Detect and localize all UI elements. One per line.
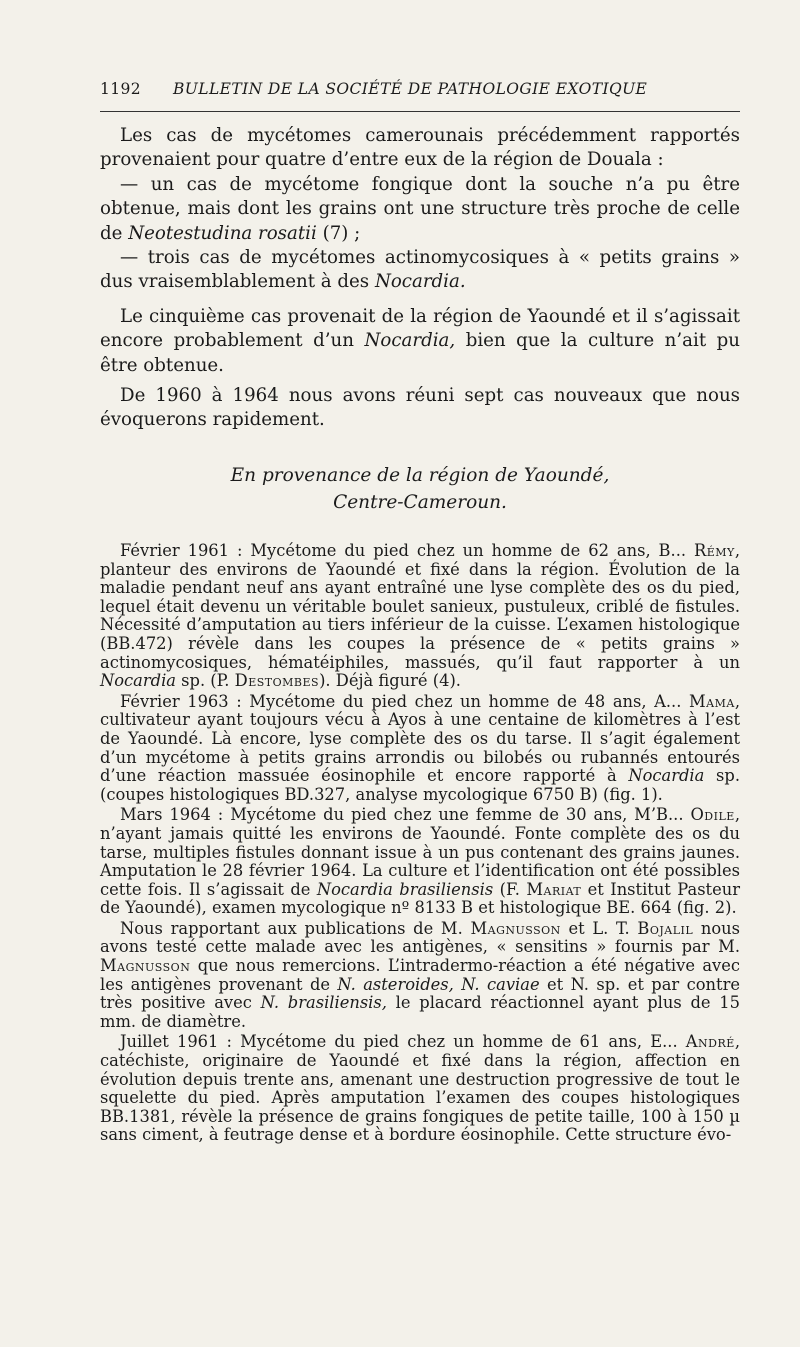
intro-section bbox=[100, 124, 740, 433]
intro-paragraph-4: Le cinquième cas provenait de la région de Yaoundé et il s’agissait encore probablement d’un Nocardia, bien que la culture n’ait pu être obtenue. bbox=[100, 305, 740, 376]
case-reports bbox=[100, 542, 740, 1147]
case-paragraph-4: Nous rapportant aux publications de M. Magnusson et L. T. Bojalil nous avons testé cette malade avec les antigènes, « sensitins » fournis par M. Magnusson que nous remercions. L’intradermo-réaction a été négative avec les antigènes provenant de N. asteroides, N. caviae et N. sp. et par contre très positive avec N. brasiliensis, le placard réactionnel ayant plus de 15 mm. de diamètre. bbox=[100, 918, 740, 1031]
case-paragraph-3: Mars 1964 : Mycétome du pied chez une femme de 30 ans, M’B... Odile, n’ayant jamais quitté les environs de Yaoundé. Fonte complète des os du tarse, multiples fistules donnant issue à un pus contenant des grains jaunes. Amputation le 28 février 1964. La culture et l’identification ont été possibles cette fois. Il s’agissait de Nocardia brasiliensis (F. Mariat et Institut Pasteur de Yaoundé), examen mycologique nº 8133 B et histologique BE. 664 (fig. 2). bbox=[100, 805, 740, 918]
case-paragraph-2: Février 1963 : Mycétome du pied chez un homme de 48 ans, A... Mama, cultivateur ayant toujours vécu à Ayos à une centaine de kilomètres à l’est de Yaoundé. Là encore, lyse complète des os du tarse. Il s’agit également d’un mycétome à petits grains arrondis ou bilobés ou rubannés entourés d’une réaction massuée éosinophile et encore rapporté à Nocardia sp. (coupes histologiques BD.327, analyse mycologique 6750 B) (fig. 1). bbox=[100, 691, 740, 804]
page-number: 1192 bbox=[100, 80, 142, 98]
case-paragraph-5: Juillet 1961 : Mycétome du pied chez un homme de 61 ans, E... André, catéchiste, originaire de Yaoundé et fixé dans la région, affection en évolution depuis trente ans, amenant une destruction progressive de tout le squelette du pied. Après amputation l’examen des coupes histologiques BB.1381, révèle la présence de grains fongiques de petite taille, 100 à 150 µ sans ciment, à feutrage dense et à bordure éosinophile. Cette structure évo- bbox=[100, 1032, 740, 1145]
case-paragraph-1: Février 1961 : Mycétome du pied chez un homme de 62 ans, B... Rémy, planteur des environs de Yaoundé et fixé dans la région. Évolution de la maladie pendant neuf ans ayant entraîné une lyse complète des os du pied, lequel était devenu un véritable boulet sanieux, pustuleux, criblé de fistules. Nécessité d’amputation au tiers inférieur de la cuisse. L’examen histologique (BB.472) révèle dans les coupes la présence de « petits grains » actinomycosiques, hématéiphiles, massués, qu’il faut rapporter à un Nocardia sp. (P. Destombes). Déjà figuré (4). bbox=[100, 541, 740, 691]
header-rule bbox=[100, 111, 740, 112]
subheading-line-2: Centre-Cameroun. bbox=[333, 492, 507, 513]
intro-paragraph-1: Les cas de mycétomes camerounais précédemment rapportés provenaient pour quatre d’entre eux de la région de Douala : bbox=[100, 125, 740, 171]
section-subheading bbox=[100, 462, 740, 516]
intro-paragraph-5: De 1960 à 1964 nous avons réuni sept cas nouveaux que nous évoquerons rapidement. bbox=[100, 385, 740, 431]
intro-paragraph-2: — un cas de mycétome fongique dont la souche n’a pu être obtenue, mais dont les grains ont une structure très proche de celle de Neotestudina rosatii (7) ; bbox=[100, 173, 740, 244]
journal-title: BULLETIN DE LA SOCIÉTÉ DE PATHOLOGIE EXOTIQUE bbox=[173, 80, 648, 98]
intro-paragraph-3: — trois cas de mycétomes actinomycosiques à « petits grains » dus vraisemblablement à des Nocardia. bbox=[100, 247, 740, 293]
subheading-line-1: En provenance de la région de Yaoundé, bbox=[230, 465, 610, 486]
